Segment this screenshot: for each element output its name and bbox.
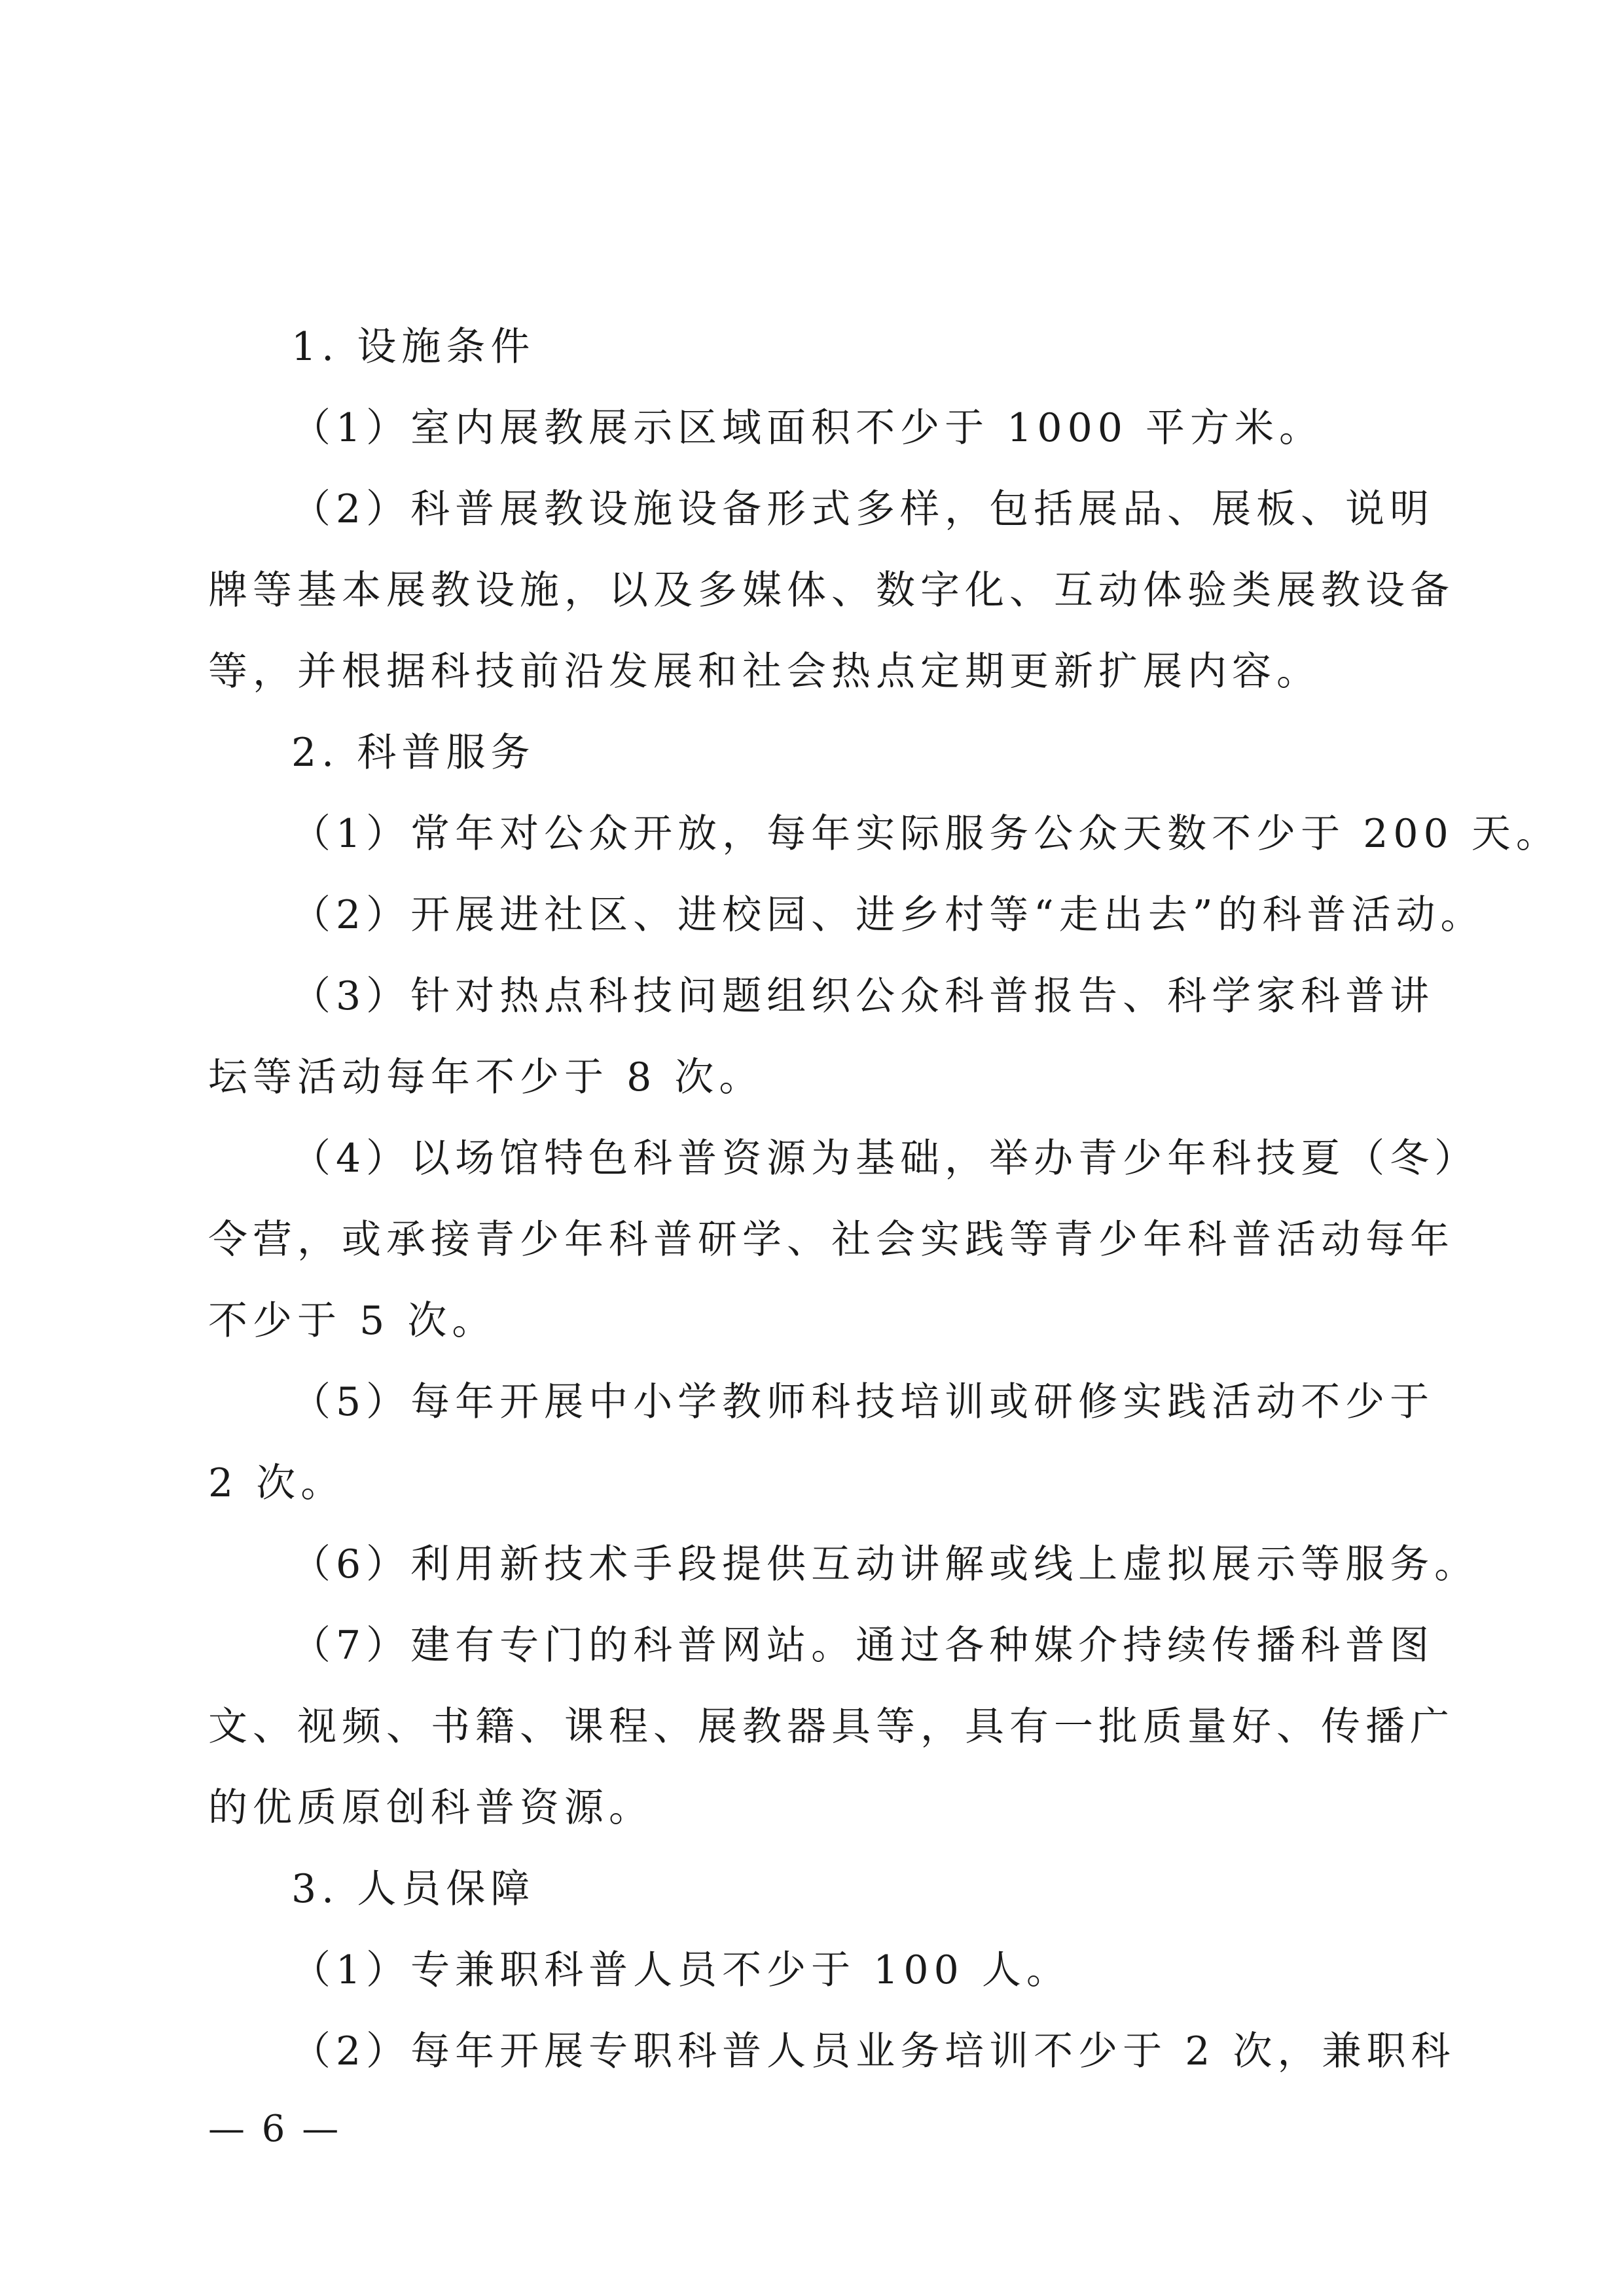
paragraph-line: （2）科普展教设施设备形式多样，包括展品、展板、说明 — [291, 486, 1435, 532]
paragraph-line: （4）以场馆特色科普资源为基础，举办青少年科技夏（冬） — [291, 1136, 1479, 1181]
paragraph-line: 2 次。 — [208, 1460, 346, 1506]
paragraph-line: （2）每年开展专职科普人员业务培训不少于 2 次，兼职科 — [291, 2028, 1456, 2074]
paragraph-line: 坛等活动每年不少于 8 次。 — [208, 1054, 764, 1100]
paragraph-line: （1）室内展教展示区域面积不少于 1000 平方米。 — [291, 405, 1324, 451]
paragraph-line: 牌等基本展教设施，以及多媒体、数字化、互动体验类展教设备 — [208, 568, 1454, 613]
paragraph-line: （1）常年对公众开放，每年实际服务公众天数不少于 200 天。 — [291, 811, 1561, 857]
paragraph-line: （6）利用新技术手段提供互动讲解或线上虚拟展示等服务。 — [291, 1541, 1479, 1587]
section-heading: 2. 科普服务 — [291, 730, 535, 776]
paragraph-line: （7）建有专门的科普网站。通过各种媒介持续传播科普图 — [291, 1623, 1435, 1668]
paragraph-line: （3）针对热点科技问题组织公众科普报告、科学家科普讲 — [291, 973, 1435, 1019]
paragraph-line: 等，并根据科技前沿发展和社会热点定期更新扩展内容。 — [208, 649, 1321, 694]
page-number: — 6 — — [208, 2108, 342, 2150]
paragraph-line: 文、视频、书籍、课程、展教器具等，具有一批质量好、传播广 — [208, 1704, 1454, 1750]
section-heading: 3. 人员保障 — [291, 1866, 535, 1912]
paragraph-line: 令营，或承接青少年科普研学、社会实践等青少年科普活动每年 — [208, 1217, 1454, 1263]
paragraph-line: （5）每年开展中小学教师科技培训或研修实践活动不少于 — [291, 1379, 1435, 1425]
paragraph-line: 的优质原创科普资源。 — [208, 1785, 653, 1831]
section-heading: 1. 设施条件 — [291, 324, 535, 370]
paragraph-line: （2）开展进社区、进校园、进乡村等“走出去”的科普活动。 — [291, 892, 1485, 938]
paragraph-line: （1）专兼职科普人员不少于 100 人。 — [291, 1947, 1071, 1993]
paragraph-line: 不少于 5 次。 — [208, 1298, 497, 1344]
